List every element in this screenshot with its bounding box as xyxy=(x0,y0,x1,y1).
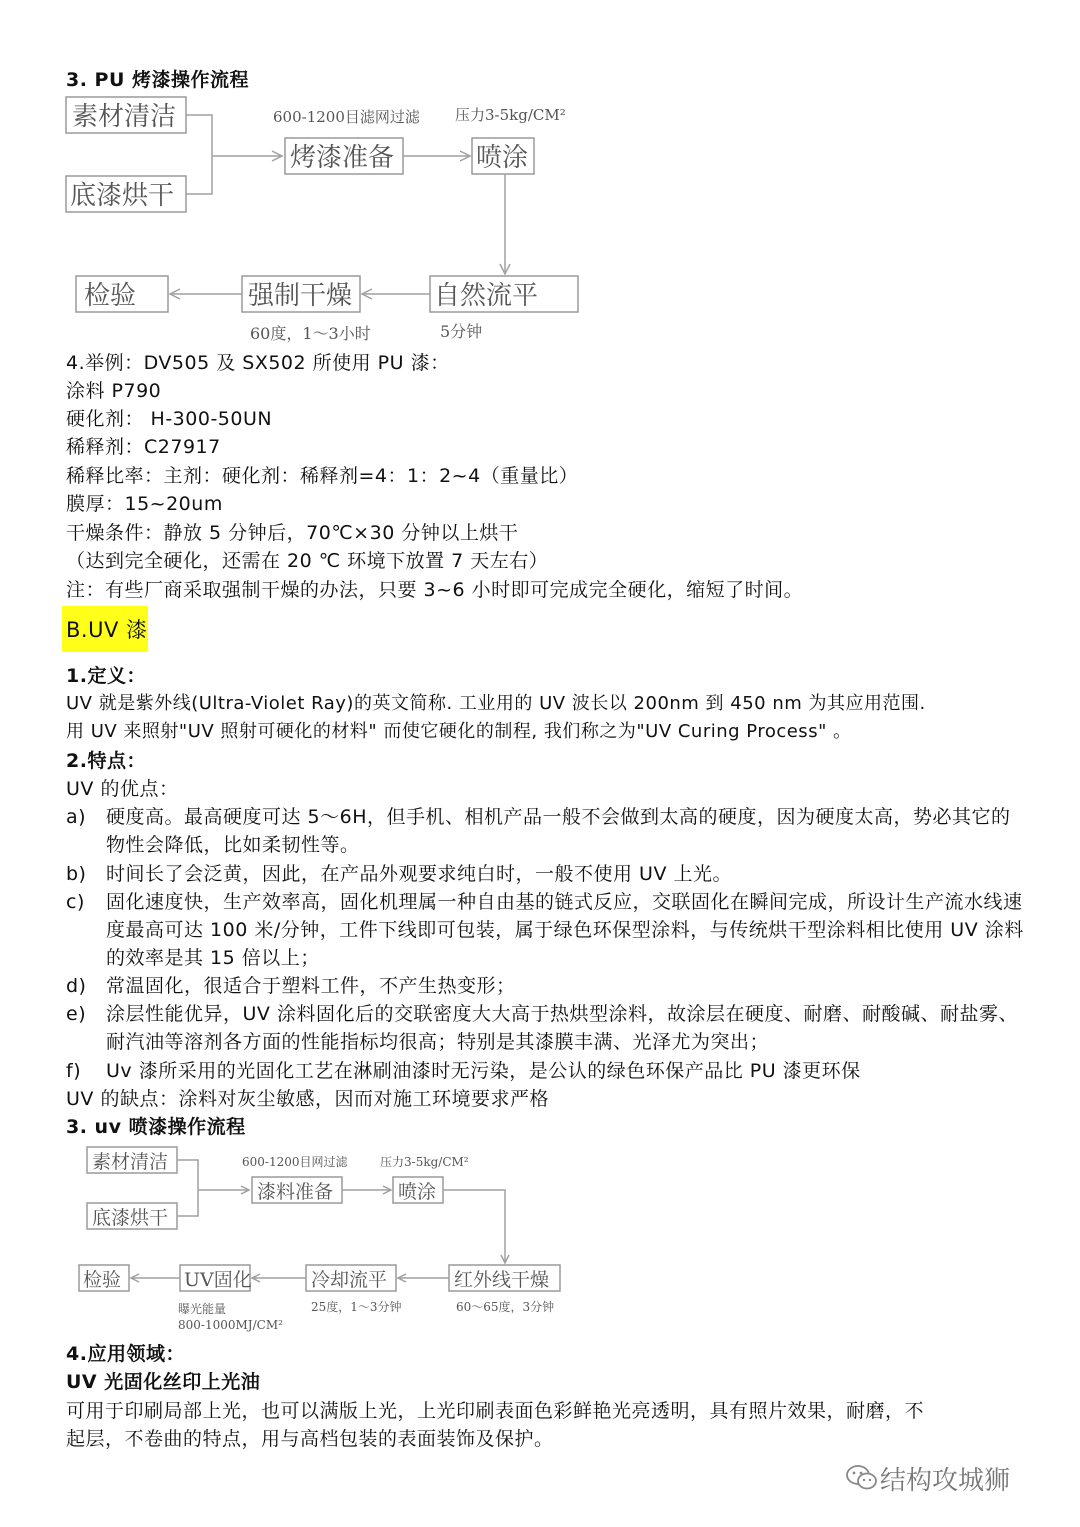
uv-section-heading: B.UV 漆 xyxy=(66,618,148,642)
pu-filter-note: 600-1200目滤网过滤 xyxy=(273,108,420,126)
uv-def-line: 用 UV 来照射"UV 照射可硬化的材料" 而使它硬化的制程, 我们称之为"UV Curing Process" 。 xyxy=(66,721,852,742)
uv-app-line: 起层，不卷曲的特点，用与高档包装的表面装饰及保护。 xyxy=(66,1428,554,1450)
uv-ir-note: 60～65度，3分钟 xyxy=(456,1300,555,1314)
uv-pro-item xyxy=(66,1000,1026,1056)
uv-pro-item xyxy=(66,860,1026,888)
uv-app-line: 可用于印刷局部上光，也可以满版上光，上光印刷表面色彩鲜艳光亮透明，具有照片效果，耐磨，不 xyxy=(66,1400,925,1422)
uv-label-ir-dry: 红外线干燥 xyxy=(454,1269,550,1291)
pu-example-line: 干燥条件：静放 5 分钟后，70℃×30 分钟以上烘干 xyxy=(66,522,519,544)
pu-label-natural-level: 自然流平 xyxy=(434,281,539,311)
uv-label-uv-cure: UV固化 xyxy=(184,1269,252,1291)
pu-label-bake-prep: 烤漆准备 xyxy=(290,143,395,173)
pu-example-line: 注：有些厂商采取强制干燥的办法，只要 3~6 小时即可完成完全硬化，缩短了时间。 xyxy=(66,579,804,601)
pu-merge-bracket xyxy=(186,115,212,194)
pu-label-forced-dry: 强制干燥 xyxy=(248,281,353,311)
uv-label-primer-dry: 底漆烘干 xyxy=(92,1207,169,1229)
pu-pressure-note: 压力3-5kg/CM² xyxy=(455,106,566,124)
pu-example-line: 稀释比率：主剂：硬化剂：稀释剂=4：1：2~4（重量比） xyxy=(66,465,579,487)
uv-filter-note: 600-1200目网过滤 xyxy=(242,1155,348,1169)
uv-flow-diagram xyxy=(0,1140,1080,1340)
uv-arrow-to-ir xyxy=(443,1190,505,1262)
uv-pros-heading: UV 的优点： xyxy=(66,778,179,800)
uv-label-spray: 喷涂 xyxy=(398,1181,437,1203)
uv-def-line: UV 就是紫外线(Ultra-Violet Ray)的英文简称. 工业用的 UV 波长以 200nm 到 450 nm 为其应用范围. xyxy=(66,693,926,714)
wechat-icon xyxy=(845,1464,879,1492)
uv-pro-label: d) xyxy=(66,975,87,997)
uv-merge-bracket xyxy=(177,1160,198,1216)
uv-pro-label: c) xyxy=(66,891,85,913)
uv-cool-note: 25度，1～3分钟 xyxy=(311,1300,402,1314)
pu-example-line: 涂料 P790 xyxy=(66,380,162,402)
uv-label-cool-level: 冷却流平 xyxy=(311,1269,388,1291)
uv-app-heading: 4.应用领域： xyxy=(66,1343,185,1365)
pu-flow-heading: 3. PU 烤漆操作流程 xyxy=(66,69,250,91)
uv-flow-heading: 3. uv 喷漆操作流程 xyxy=(66,1116,246,1138)
uv-label-paint-prep: 漆料准备 xyxy=(257,1181,334,1203)
uv-pro-item xyxy=(66,972,1026,1000)
pu-example-line: （达到完全硬化，还需在 20 ℃ 环境下放置 7 天左右） xyxy=(66,550,549,572)
uv-app-subheading: UV 光固化丝印上光油 xyxy=(66,1371,261,1393)
pu-flow-diagram xyxy=(0,0,1080,350)
uv-pressure-note: 压力3-5kg/CM² xyxy=(380,1155,469,1169)
pu-label-inspect: 检验 xyxy=(84,281,137,311)
uv-pro-label: f) xyxy=(66,1060,82,1082)
uv-exposure-note-1: 曝光能量 xyxy=(178,1302,227,1316)
uv-pro-text: 涂层性能优异，UV 涂料固化后的交联密度大大高于热烘型涂料，故涂层在硬度、耐磨、耐酸碱、耐盐雾、耐汽油等溶剂各方面的性能指标均很高；特别是其漆膜丰满、光泽尤为突出； xyxy=(106,1003,1018,1053)
uv-pro-label: e) xyxy=(66,1003,87,1025)
uv-label-material-clean: 素材清洁 xyxy=(92,1151,169,1173)
pu-example-line: 硬化剂： H-300-50UN xyxy=(66,408,273,430)
uv-pro-text: 固化速度快，生产效率高，固化机理属一种自由基的链式反应，交联固化在瞬间完成，所设计生产流水线速度最高可达 100 米/分钟，工件下线即可包装，属于绿色环保型涂料，与传统烘干型涂料相比使用 UV 涂料的效率是其 15 倍以上； xyxy=(106,891,1024,969)
pu-level-note: 5分钟 xyxy=(440,322,483,341)
uv-pro-item xyxy=(66,1057,1026,1085)
uv-exposure-note-2: 800-1000MJ/CM² xyxy=(178,1318,283,1332)
uv-cons-line: UV 的缺点：涂料对灰尘敏感，因而对施工环境要求严格 xyxy=(66,1088,549,1110)
uv-pro-text: 硬度高。最高硬度可达 5～6H，但手机、相机产品一般不会做到太高的硬度，因为硬度太高，势必其它的物性会降低，比如柔韧性等。 xyxy=(106,806,1011,856)
uv-pro-text: 常温固化，很适合于塑料工件，不产生热变形； xyxy=(106,975,516,997)
uv-pro-label: b) xyxy=(66,863,87,885)
uv-pro-text: 时间长了会泛黄，因此，在产品外观要求纯白时，一般不使用 UV 上光。 xyxy=(106,863,732,885)
pu-example-heading: 4.举例：DV505 及 SX502 所使用 PU 漆： xyxy=(66,352,450,374)
uv-pro-text: Uv 漆所采用的光固化工艺在淋刷油漆时无污染，是公认的绿色环保产品比 PU 漆更环保 xyxy=(106,1060,861,1082)
pu-label-material-clean: 素材清洁 xyxy=(72,102,177,132)
pu-label-primer-dry: 底漆烘干 xyxy=(70,181,175,211)
uv-feature-heading: 2.特点： xyxy=(66,750,146,772)
uv-pro-label: a) xyxy=(66,806,87,828)
uv-pro-item xyxy=(66,888,1026,972)
uv-pro-item xyxy=(66,803,1026,859)
pu-forced-dry-note: 60度，1～3小时 xyxy=(250,324,371,343)
pu-label-spray: 喷涂 xyxy=(476,143,529,173)
pu-example-line: 膜厚：15~20um xyxy=(66,493,223,515)
pu-example-line: 稀释剂：C27917 xyxy=(66,436,221,458)
watermark-text: 结构攻城狮 xyxy=(880,1466,1011,1496)
uv-label-inspect: 检验 xyxy=(83,1269,122,1291)
uv-def-heading: 1.定义： xyxy=(66,665,146,687)
